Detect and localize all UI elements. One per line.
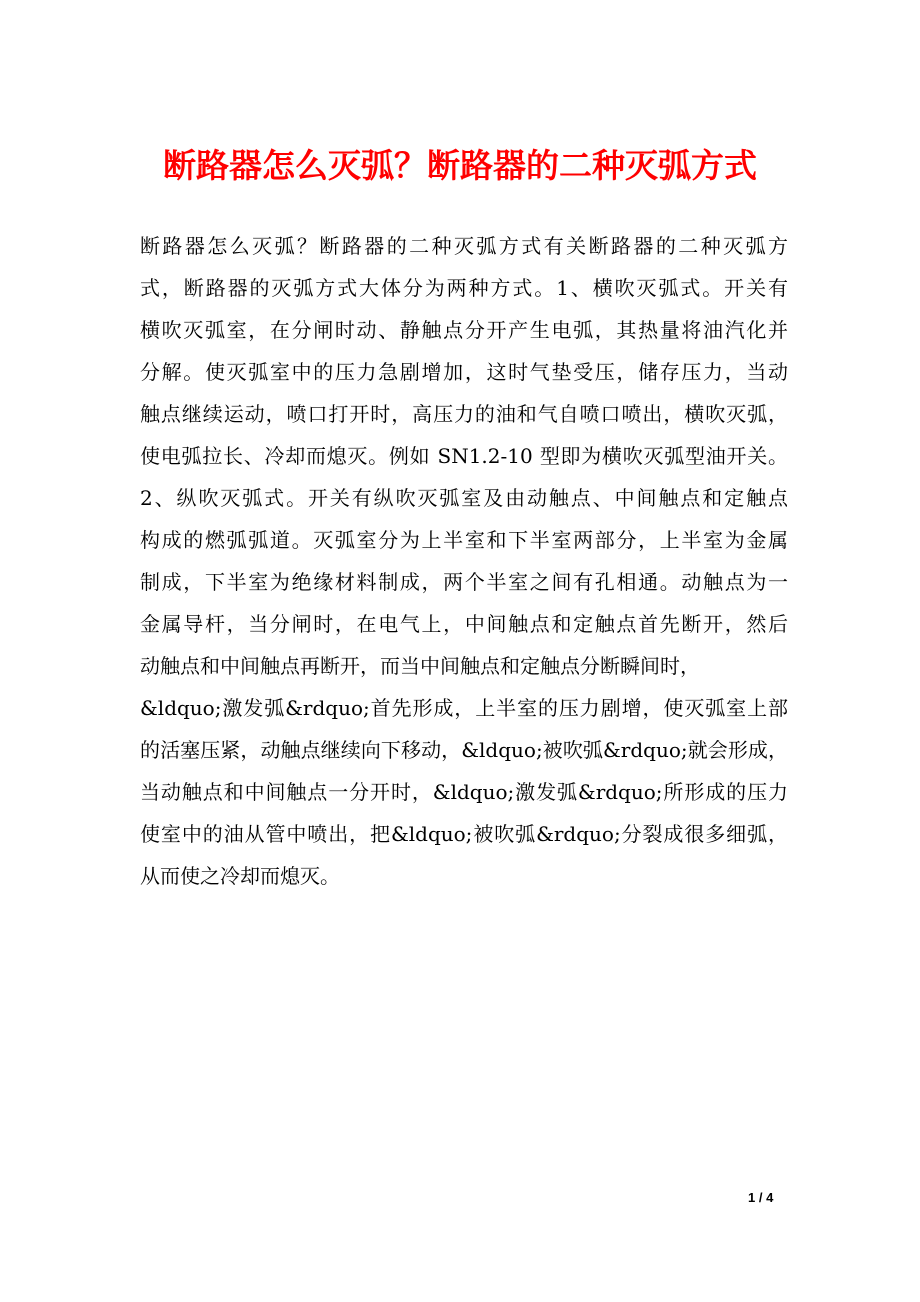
body-line: 从而使之冷却而熄灭。 (140, 864, 340, 888)
body-line: 动触点和中间触点再断开，而当中间触点和定触点分断瞬间时， (140, 654, 700, 678)
document-title: 断路器怎么灭弧？断路器的二种灭弧方式 (163, 146, 757, 185)
body-line: &ldquo;激发弧&rdquo;首先形成，上半室的压力剧增，使灭弧室上部 (140, 696, 788, 720)
body-line: 当动触点和中间触点一分开时，&ldquo;激发弧&rdquo;所形成的压力 (140, 780, 788, 804)
body-line: 构成的燃弧弧道。灭弧室分为上半室和下半室两部分，上半室为金属 (140, 528, 788, 552)
body-line: 式，断路器的灭弧方式大体分为两种方式。1、横吹灭弧式。开关有 (140, 276, 788, 300)
body-line: 触点继续运动，喷口打开时，高压力的油和气自喷口喷出，横吹灭弧， (140, 402, 788, 426)
body-line: 断路器怎么灭弧？断路器的二种灭弧方式有关断路器的二种灭弧方 (140, 234, 788, 258)
body-line: 的活塞压紧，动触点继续向下移动，&ldquo;被吹弧&rdquo;就会形成， (140, 738, 788, 762)
body-line: 制成，下半室为绝缘材料制成，两个半室之间有孔相通。动触点为一 (140, 570, 788, 594)
body-line: 使电弧拉长、冷却而熄灭。例如 SN1.2-10 型即为横吹灭弧型油开关。 (140, 444, 788, 468)
body-line: 分解。使灭弧室中的压力急剧增加，这时气垫受压，储存压力，当动 (140, 360, 788, 384)
body-line: 2、纵吹灭弧式。开关有纵吹灭弧室及由动触点、中间触点和定触点 (140, 486, 788, 510)
document-body (140, 225, 788, 897)
body-line: 横吹灭弧室，在分闸时动、静触点分开产生电弧，其热量将油汽化并 (140, 318, 788, 342)
body-line: 金属导杆，当分闸时，在电气上，中间触点和定触点首先断开，然后 (140, 612, 788, 636)
body-line: 使室中的油从管中喷出，把&ldquo;被吹弧&rdquo;分裂成很多细弧， (140, 822, 788, 846)
page-number: 1 / 4 (748, 1190, 774, 1205)
